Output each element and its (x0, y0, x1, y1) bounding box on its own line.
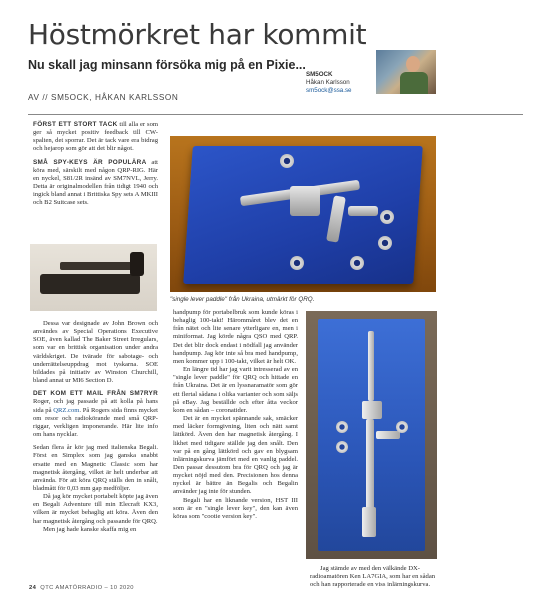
paragraph: Det är en mycket spännande sak, smäcker med läcker formgivning, liten och nätt samt lättkörd. Även den har magnetisk återgång. I likhet med tidigare ställde jag den snålt. Den var på en gång lättkörd och gav en blygsam inlärningskurva jämfört med en vanlig paddel. Den passar dessutom bra för QRQ och jag är mycket nöjd med den. Precisionen hos denna nyckel är bättre än Begalis och Begalin använder jag inte för stunden. (173, 415, 298, 496)
column-3 (310, 565, 440, 589)
paddle-top-view-photo (306, 311, 437, 559)
paragraph: till alla er som ger så mycket positiv feedback till CW-spalten, det sporrar. Det är tack vare era bidrag och hejarop som gör att det blir något. (33, 121, 158, 153)
header-divider (28, 114, 523, 115)
paragraph: Roger, och jag passade på att kolla på hans sida på (33, 398, 158, 414)
paragraph: Men jag hade kanske skaffa mig en (43, 525, 137, 533)
paragraph: En längre tid har jag varit intresserad av en "single lever paddle" för QRQ och hittade en från Ukraina. Det är en lyssnaramatör som gör ett flertal sådana i olika varianter och som säljs på eBay. Jag beställde och efter åtta veckor kom en sådan – coronatider. (173, 366, 298, 414)
column-2 (173, 309, 298, 521)
photo-caption: "single lever paddle" från Ukraina, utmärkt för QRQ. (170, 296, 315, 303)
author-callsign: SM5OCK (306, 71, 333, 78)
lead-kicker: FÖRST ETT STORT TACK (33, 121, 118, 128)
paragraph: Jag stämde av med den välkände DX-radioamatören Ken LA7GIA, som har en sådan och han rapporterade en viss inlärningskurva. (310, 565, 436, 589)
page-number: 24 (29, 585, 37, 591)
paragraph: Dessa var designade av John Brown och användes av Special Operations Executive SOE, även kallad The Baker Street Irregulars, som var en brittisk organisation under andra världskriget. De tvärade för sabotage- och underrättelseuppdrag mot tyskarna. SOE bildades på initiativ av Winston Churchill, bland annat ur MI6 Section D. (33, 320, 158, 385)
column-1-bottom (33, 320, 158, 534)
issue-label: QTC AMATÖRRADIO – 10 2020 (40, 585, 134, 591)
column-1-top (33, 121, 158, 208)
article-title: Höstmörkret har kommit (28, 18, 367, 51)
spy-keys-kicker: SMÅ SPY-KEYS ÄR POPULÄRA (33, 158, 147, 166)
paragraph: . På Rogers sida finns mycket om resor och radiokörande med små QRP-riggar, verkligen imponerande. Här lite info om hans nycklar. (33, 406, 158, 439)
single-lever-paddle-photo (170, 136, 436, 292)
paragraph: Då jag kör mycket portabelt köpte jag även en Begali Adventure till min Elecraft KX3, vilken är mycket behaglig att köra. Även den har magnetisk återgång och passande för QRQ. (33, 493, 158, 525)
mail-kicker: DET KOM ETT MAIL FRÅN SM7RYR (33, 390, 158, 398)
paragraph: Begali har en liknande version, HST III som är en "single lever key", den kan även köras som "cootie version key". (173, 496, 298, 520)
author-email[interactable]: sm5ock@ssa.se (306, 87, 352, 94)
paragraph: Sedan flera år kör jag med italienska Begali. Först en Simplex som jag ganska snabbt ersatte med en Magnetic Classic som har magnetisk återgång, vilket är helt underbar att använda. För att köra QRQ ställs den in snålt, bladmått för 0,03 mm gap medföljer. (33, 444, 158, 492)
qrz-link[interactable]: QRZ.com (53, 406, 80, 414)
byline: AV // SM5OCK, HÅKAN KARLSSON (28, 93, 179, 102)
author-photo (376, 50, 436, 94)
author-info (306, 71, 351, 95)
page-footer (29, 585, 134, 591)
article-subtitle: Nu skall jag minsann försöka mig på en Pixie... (28, 58, 306, 72)
author-name: Håkan Karlsson (306, 79, 350, 86)
paragraph: handpump för portabelbruk som kunde köras i behaglig 100-takt! Härommåret blev det en från nätet och lite senare ytterligare en, men i miniformat. Jag körde några QSO med QRP. Det det blir dock endast i nödfall jag använder handpump. Jag kör inte så bra med handpump, men kommer upp i 100-takt, vilket är helt OK. (173, 309, 298, 365)
spy-key-photo (30, 244, 157, 311)
paragraph: att köra med, särskilt med någon QRP-RIG. Här en nyckel, S81/2R insänd av SM7NVL, Jerry. Detta är originalmodellen från tidigt 1940 och ingick bland annat i Brittiska Spy sets A MKIII och B2 Suitcase sets. (33, 158, 158, 207)
